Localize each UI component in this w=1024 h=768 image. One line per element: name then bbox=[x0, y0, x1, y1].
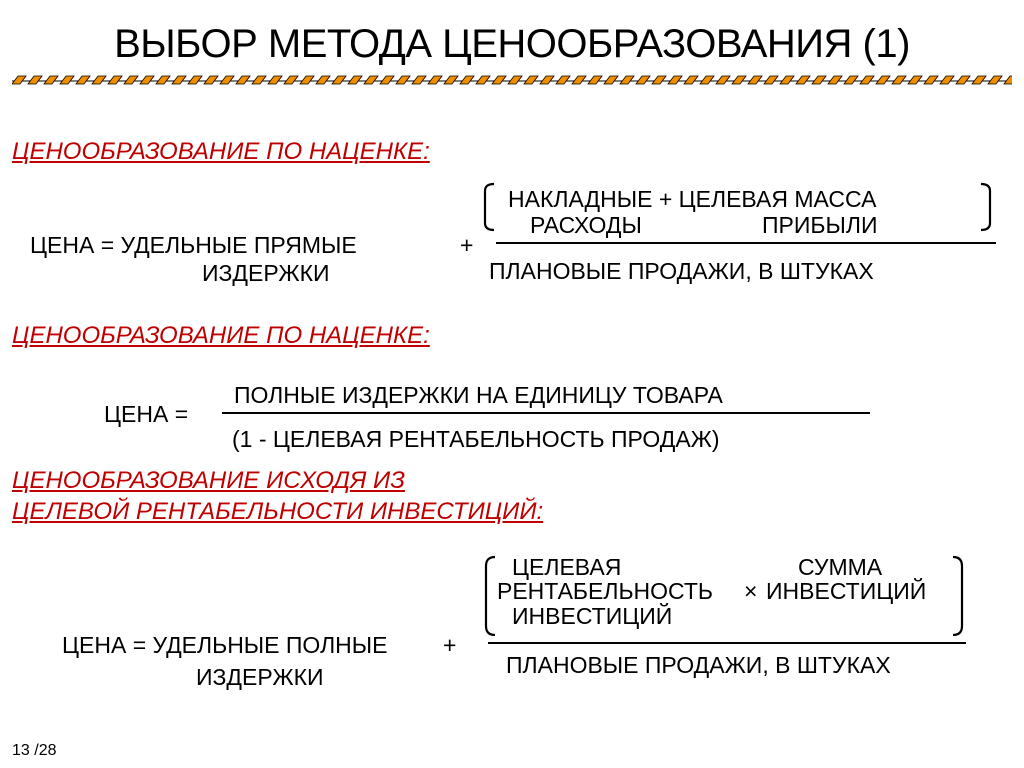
section3-heading-line2: ЦЕЛЕВОЙ РЕНТАБЕЛЬНОСТИ ИНВЕСТИЦИЙ: bbox=[12, 498, 544, 525]
section1-numerator-profit: ПРИБЫЛИ bbox=[762, 212, 878, 238]
section2-numerator: ПОЛНЫЕ ИЗДЕРЖКИ НА ЕДИНИЦУ ТОВАРА bbox=[234, 382, 723, 408]
left-brace-icon bbox=[483, 183, 495, 231]
section1-plus: + bbox=[460, 232, 474, 258]
section1-heading: ЦЕНООБРАЗОВАНИЕ ПО НАЦЕНКЕ: bbox=[12, 138, 430, 165]
section3-sum-investments-label: ИНВЕСТИЦИЙ bbox=[766, 578, 927, 604]
page-number: 13 /28 bbox=[12, 742, 57, 759]
section3-sum-label: СУММА bbox=[798, 554, 883, 580]
section3-lhs-line2: ИЗДЕРЖКИ bbox=[196, 664, 324, 690]
section1-denominator: ПЛАНОВЫЕ ПРОДАЖИ, В ШТУКАХ bbox=[489, 258, 874, 284]
decorative-divider bbox=[12, 72, 1012, 90]
section1-lhs-line1: ЦЕНА = УДЕЛЬНЫЕ ПРЯМЫЕ bbox=[30, 232, 357, 258]
section3-denominator: ПЛАНОВЫЕ ПРОДАЖИ, В ШТУКАХ bbox=[506, 652, 891, 678]
section1-numerator-line1: НАКЛАДНЫЕ + ЦЕЛЕВАЯ МАССА bbox=[508, 186, 877, 212]
section3-investments-label: ИНВЕСТИЦИЙ bbox=[512, 603, 673, 629]
multiply-icon: × bbox=[744, 578, 758, 604]
section2-denominator: (1 - ЦЕЛЕВАЯ РЕНТАБЕЛЬНОСТЬ ПРОДАЖ) bbox=[232, 426, 720, 452]
section3-lhs-line1: ЦЕНА = УДЕЛЬНЫЕ ПОЛНЫЕ bbox=[62, 632, 388, 658]
section3-heading-line1: ЦЕНООБРАЗОВАНИЕ ИСХОДЯ ИЗ bbox=[12, 467, 405, 494]
section1-numerator-costs: РАСХОДЫ bbox=[530, 212, 642, 238]
left-brace-icon bbox=[484, 556, 496, 636]
right-brace-icon bbox=[952, 556, 964, 636]
section3-profitability-label: РЕНТАБЕЛЬНОСТЬ bbox=[497, 578, 714, 604]
right-brace-icon bbox=[980, 183, 992, 231]
section3-plus: + bbox=[443, 632, 457, 658]
page-title: ВЫБОР МЕТОДА ЦЕНООБРАЗОВАНИЯ (1) bbox=[114, 22, 910, 66]
section2-fraction-bar bbox=[222, 412, 870, 414]
section2-heading: ЦЕНООБРАЗОВАНИЕ ПО НАЦЕНКЕ: bbox=[12, 322, 430, 349]
section3-fraction-bar bbox=[488, 642, 966, 644]
section3-target-label: ЦЕЛЕВАЯ bbox=[512, 554, 622, 580]
section2-lhs: ЦЕНА = bbox=[104, 401, 189, 427]
section1-fraction-bar bbox=[496, 242, 996, 244]
section1-lhs-line2: ИЗДЕРЖКИ bbox=[202, 260, 330, 286]
